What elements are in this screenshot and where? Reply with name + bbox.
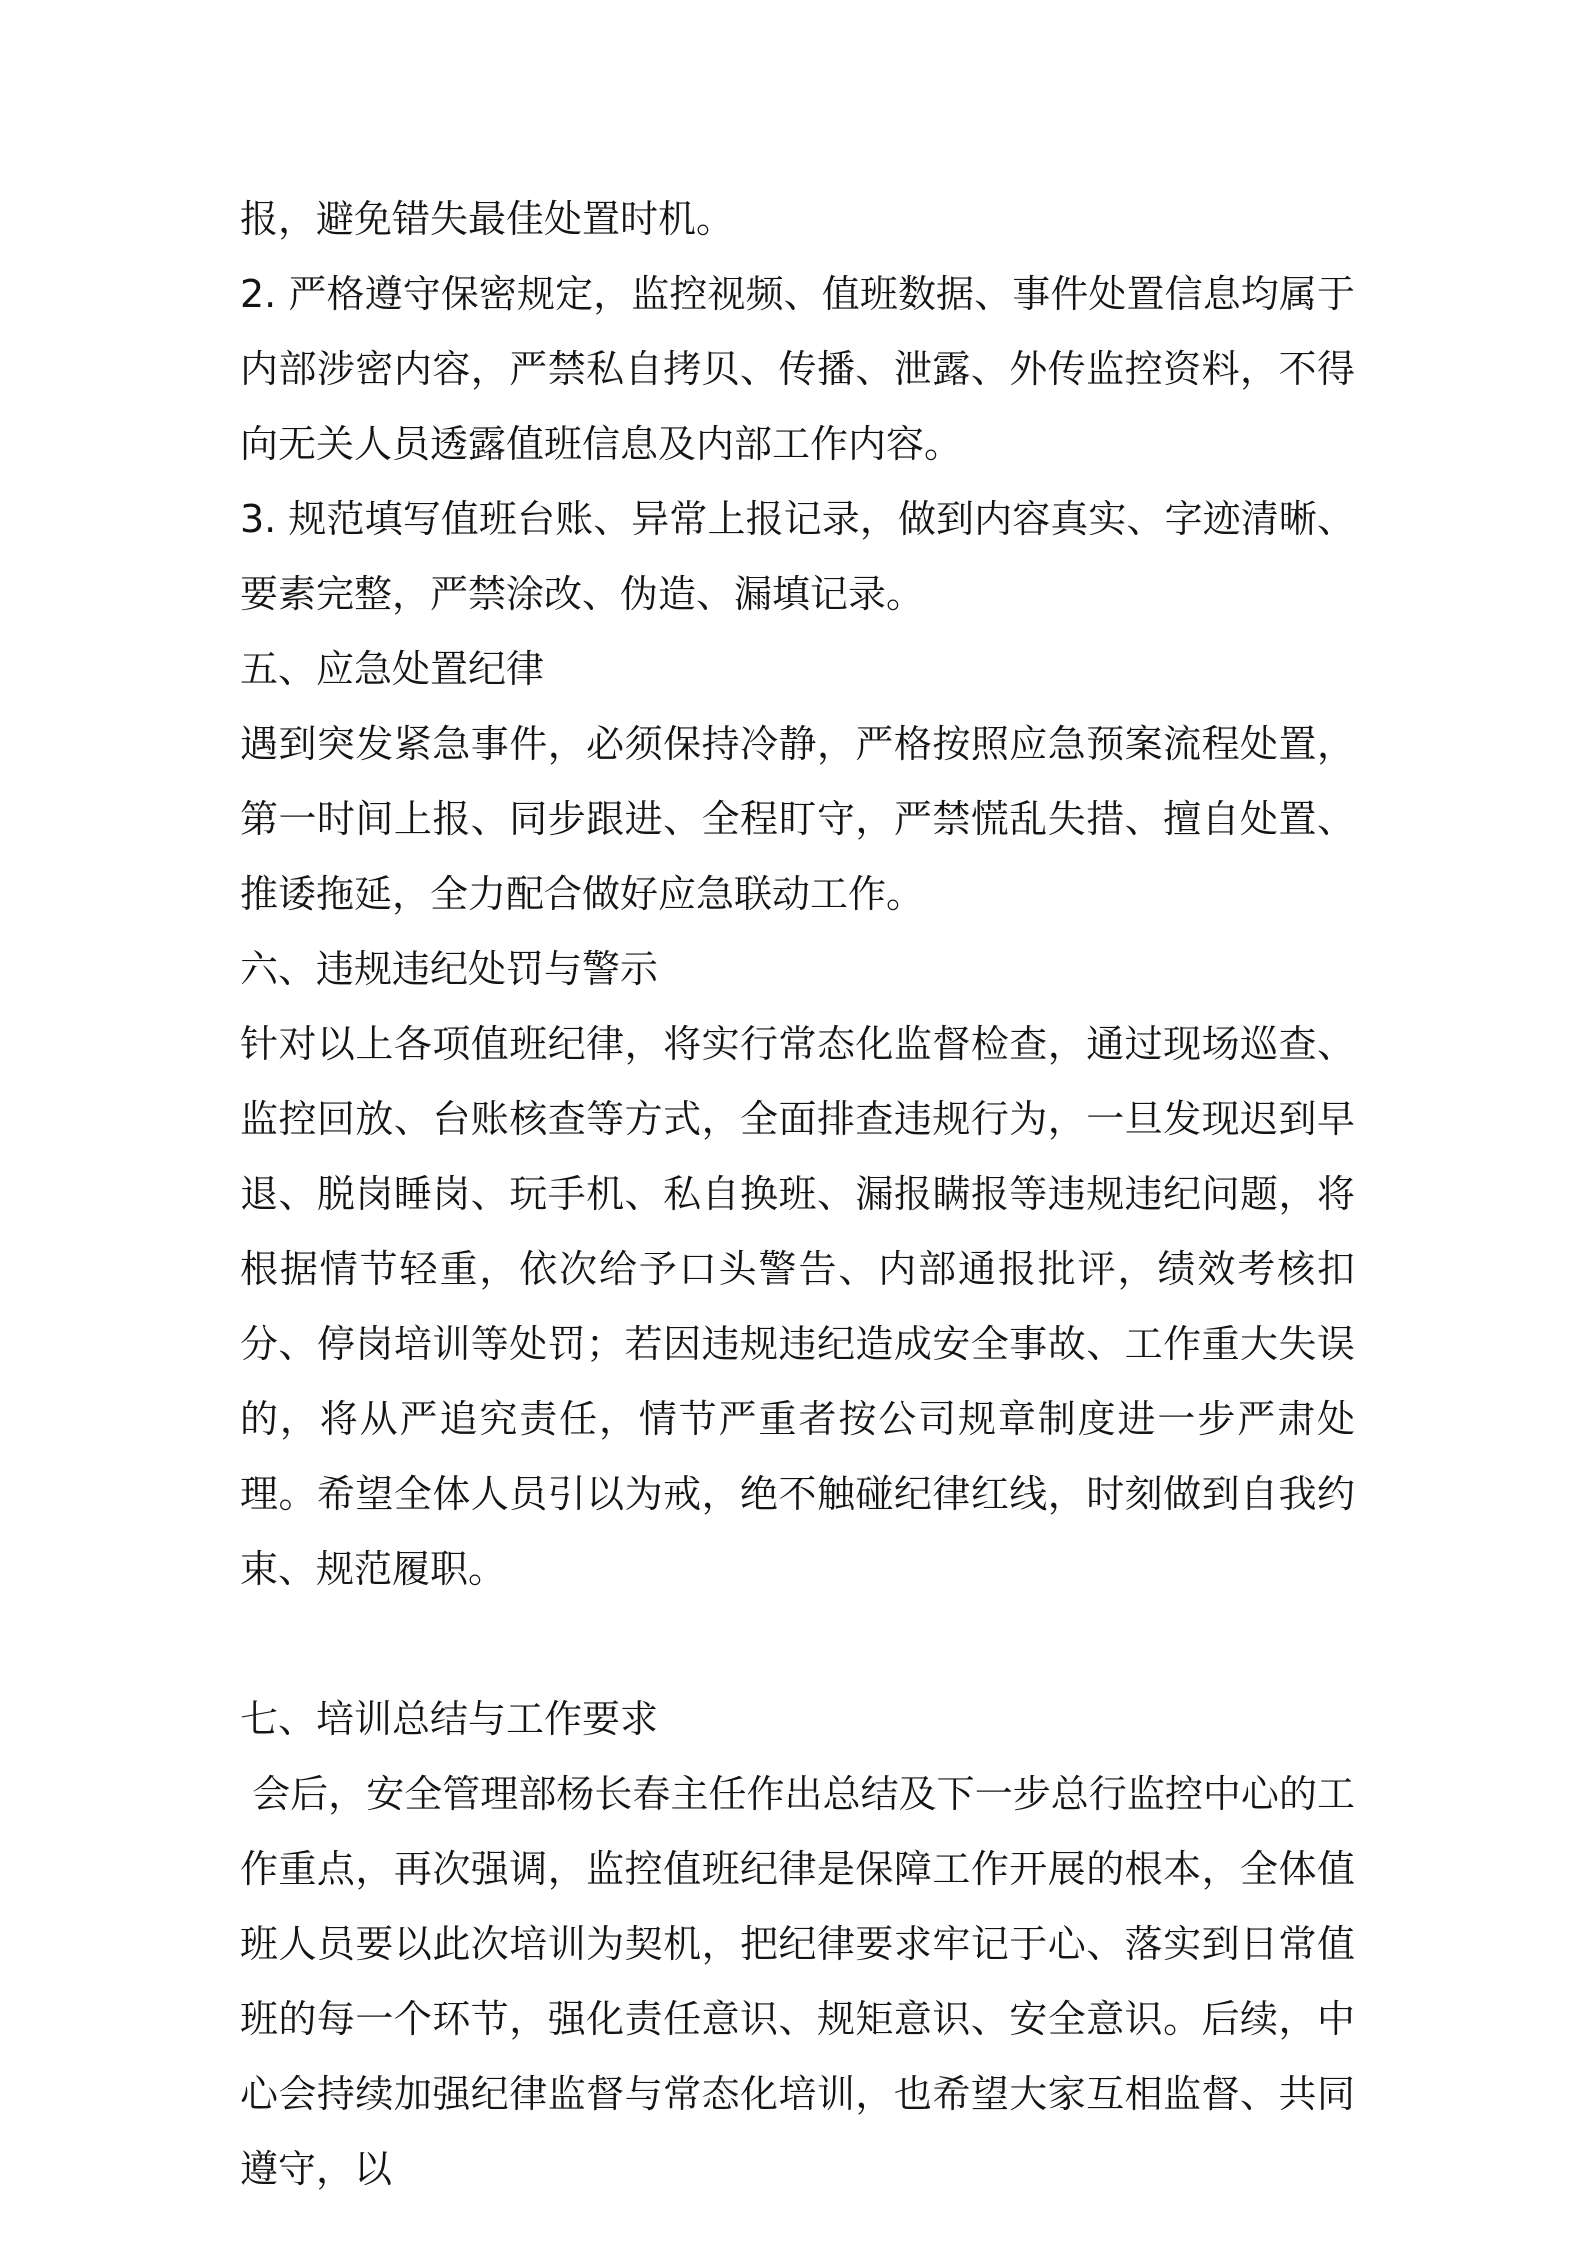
paragraph-item-3-ledger: 3. 规范填写值班台账、异常上报记录，做到内容真实、字迹清晰、要素完整，严禁涂改、伪造、漏填记录。 bbox=[240, 497, 1355, 616]
paragraph-continuation: 报，避免错失最佳处置时机。 bbox=[240, 197, 735, 241]
paragraph-emergency-discipline: 遇到突发紧急事件，必须保持冷静，严格按照应急预案流程处置，第一时间上报、同步跟进、全程盯守，严禁慌乱失措、擅自处置、推诿拖延，全力配合做好应急联动工作。 bbox=[240, 722, 1355, 916]
paragraph-penalties: 针对以上各项值班纪律，将实行常态化监督检查，通过现场巡查、监控回放、台账核查等方式，全面排查违规行为，一旦发现迟到早退、脱岗睡岗、玩手机、私自换班、漏报瞒报等违规违纪问题，将根据情节轻重，依次给予口头警告、内部通报批评，绩效考核扣分、停岗培训等处罚；若因违规违纪造成安全事故、工作重大失误的，将从严追究责任，情节严重者按公司规章制度进一步严肃处理。希望全体人员引以为戒，绝不触碰纪律红线，时刻做到自我约束、规范履职。 bbox=[240, 1022, 1355, 1591]
section-heading-6: 六、违规违纪处罚与警示 bbox=[240, 947, 659, 991]
section-heading-7: 七、培训总结与工作要求 bbox=[240, 1697, 659, 1741]
paragraph-summary: 会后，安全管理部杨长春主任作出总结及下一步总行监控中心的工作重点，再次强调，监控值班纪律是保障工作开展的根本，全体值班人员要以此次培训为契机，把纪律要求牢记于心、落实到日常值班的每一个环节，强化责任意识、规矩意识、安全意识。后续，中心会持续加强纪律监督与常态化培训，也希望大家互相监督、共同遵守，以 bbox=[240, 1772, 1355, 2191]
paragraph-spacer bbox=[240, 1607, 1355, 1682]
paragraph-item-2-confidentiality: 2. 严格遵守保密规定，监控视频、值班数据、事件处置信息均属于内部涉密内容，严禁私自拷贝、传播、泄露、外传监控资料，不得向无关人员透露值班信息及内部工作内容。 bbox=[240, 272, 1355, 466]
document-page bbox=[240, 182, 1355, 2207]
section-heading-5: 五、应急处置纪律 bbox=[240, 647, 545, 691]
